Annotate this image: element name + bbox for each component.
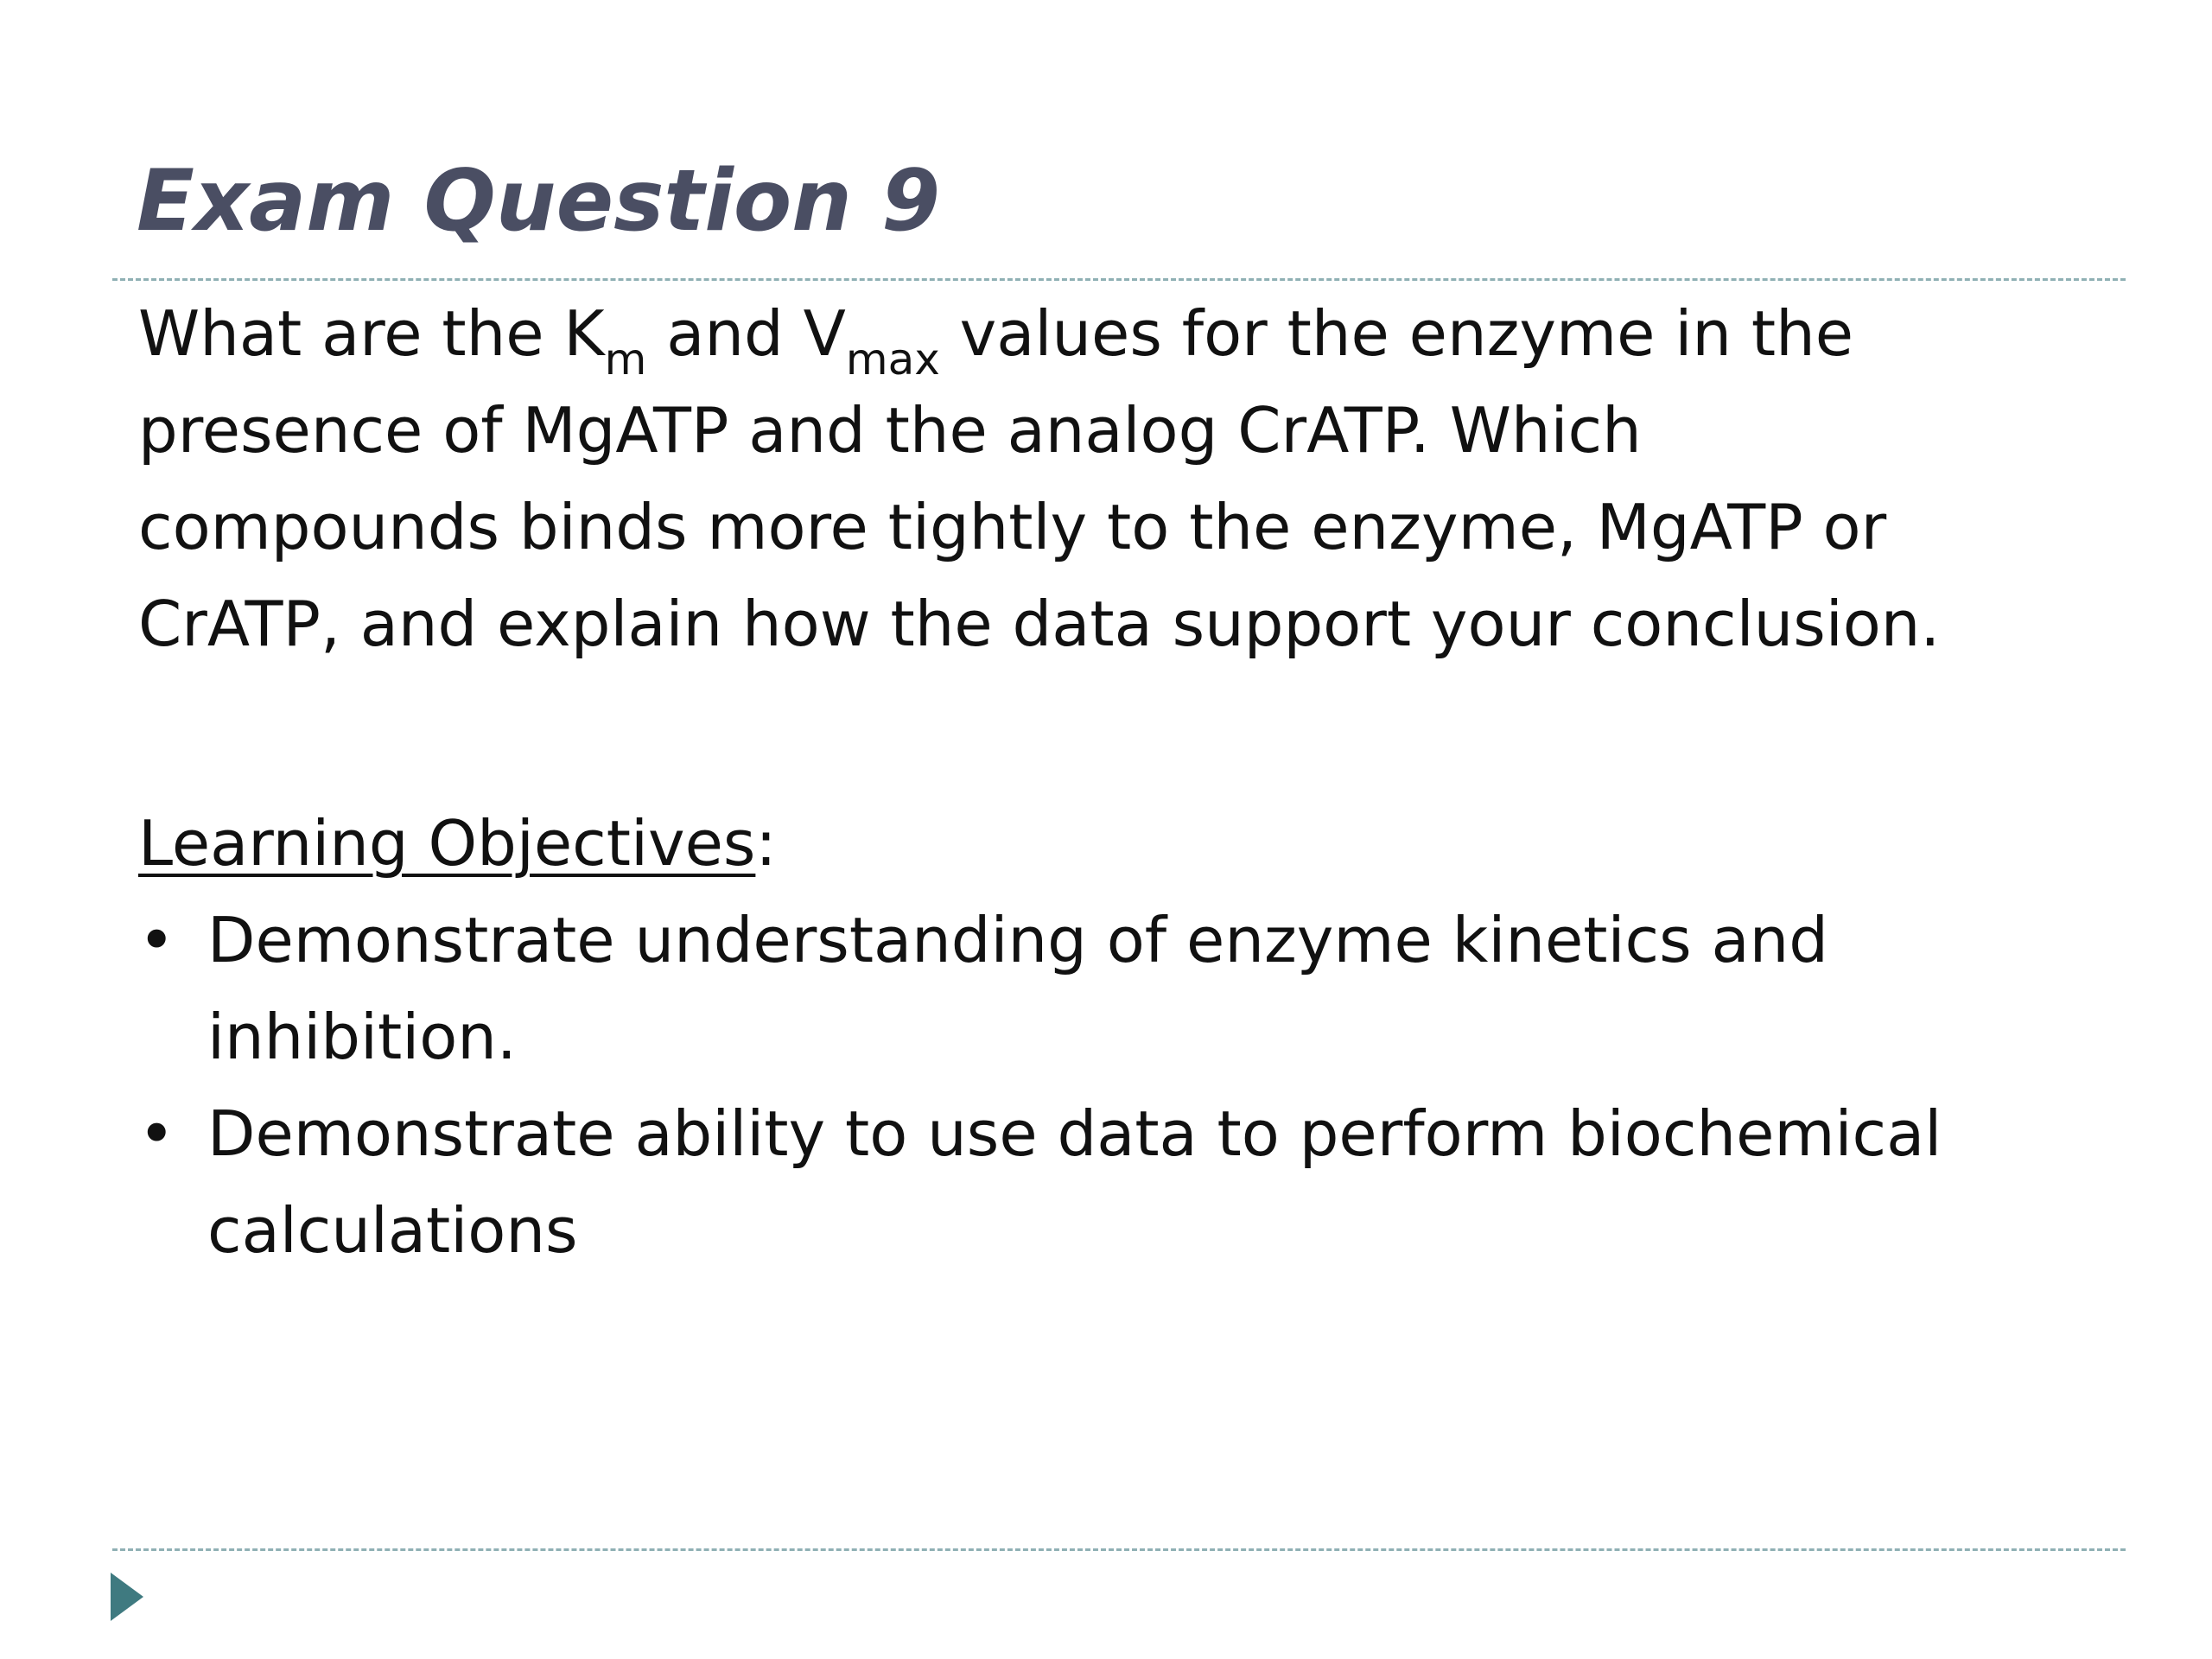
question-line-1-a: What are the K: [138, 297, 605, 370]
learning-objectives-heading: [138, 795, 777, 892]
list-item-line-2: inhibition.: [207, 1001, 517, 1073]
title-divider: [112, 278, 2126, 281]
list-item: [138, 892, 2126, 1085]
question-line-4: CrATP, and explain how the data support your conclusion.: [138, 588, 1941, 660]
learning-objectives-colon: :: [755, 807, 777, 880]
learning-objectives-list: [138, 892, 2126, 1279]
list-item-line-1: Demonstrate ability to use data to perform biochemical: [207, 1097, 1942, 1170]
learning-objectives-label: Learning Objectives: [138, 807, 756, 880]
question-text: [138, 285, 2126, 672]
bullet-icon: •: [138, 904, 175, 976]
vmax-subscript: max: [845, 334, 940, 385]
list-item-line-1: Demonstrate understanding of enzyme kinetics and: [207, 904, 1828, 976]
question-line-1-b: and V: [646, 297, 846, 370]
list-item: [138, 1085, 2126, 1279]
list-item-line-2: calculations: [207, 1194, 578, 1267]
question-line-1-c: values for the enzyme in the: [939, 297, 1854, 370]
slide-title: Exam Question 9: [137, 152, 941, 251]
question-line-3: compounds binds more tightly to the enzyme, MgATP or: [138, 491, 1887, 563]
question-line-2: presence of MgATP and the analog CrATP. Which: [138, 394, 1642, 467]
play-arrow-icon: [111, 1573, 143, 1621]
footer-divider: [112, 1548, 2126, 1551]
km-subscript: m: [604, 334, 647, 385]
bullet-icon: •: [138, 1097, 175, 1170]
question-line-1: [138, 285, 2126, 385]
